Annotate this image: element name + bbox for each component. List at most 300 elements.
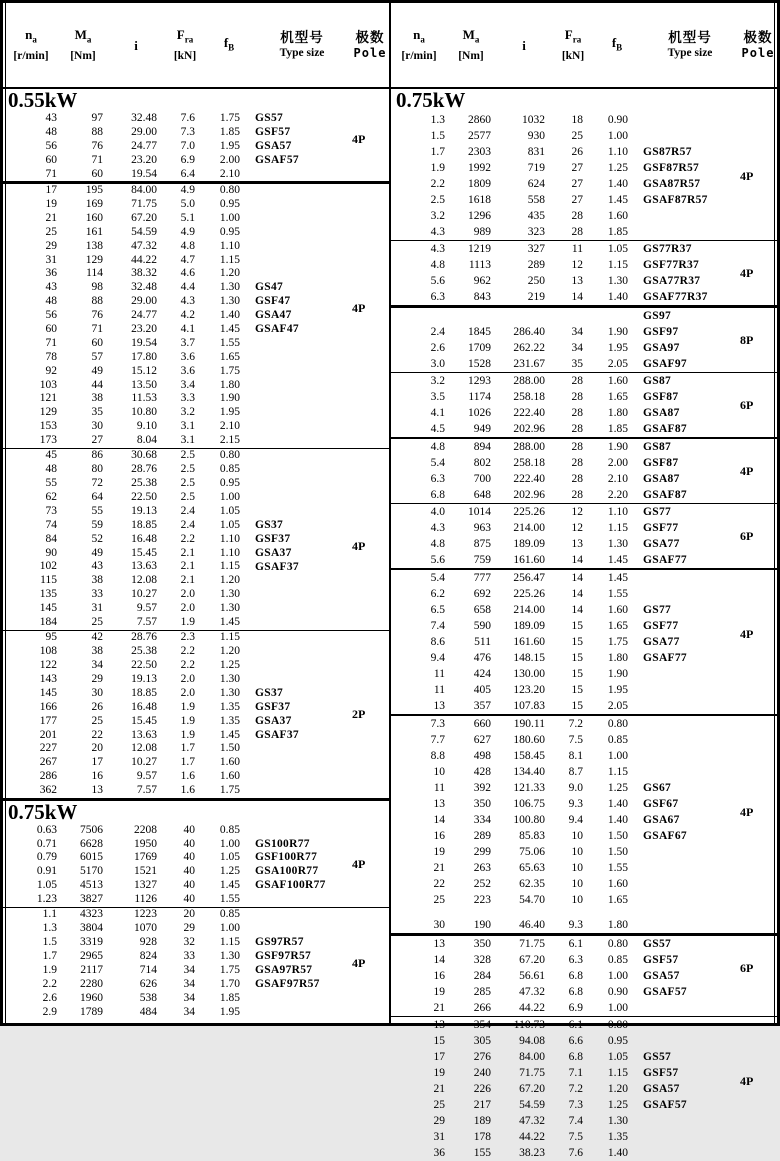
table-row	[3, 992, 389, 1006]
cell-ma: 263	[473, 862, 491, 875]
cell-na: 1.5	[42, 936, 57, 949]
cell-fb: 1.60	[607, 878, 628, 891]
cell-i: 202.96	[513, 423, 545, 436]
cell-fb: 2.00	[607, 456, 628, 469]
type-size-label: GSF77	[643, 619, 679, 632]
cell-fra: 1.7	[180, 742, 195, 755]
cell-na: 48	[45, 125, 57, 138]
cell-ma: 16	[91, 770, 103, 783]
cell-fra: 9.0	[568, 782, 583, 795]
cell-ma: 2860	[468, 114, 491, 126]
cell-fb: 1.75	[607, 635, 628, 648]
cell-fb: 1.05	[219, 851, 240, 864]
cell-na: 267	[39, 756, 57, 769]
type-size-label-group	[643, 602, 687, 666]
cell-ma: 802	[473, 456, 491, 469]
cell-fra: 40	[183, 823, 195, 836]
cell-na: 71	[45, 167, 57, 180]
data-block	[3, 908, 389, 1019]
type-size-label: GSA87	[643, 472, 680, 485]
table-row	[3, 351, 389, 365]
header-cell-ma	[447, 26, 495, 64]
cell-na: 31	[433, 1131, 445, 1144]
table-row	[391, 1049, 777, 1065]
cell-fb: 0.95	[607, 1035, 628, 1048]
table-row	[3, 964, 389, 978]
table-row	[391, 241, 777, 257]
table-row	[391, 748, 777, 764]
type-size-label: GSF67	[643, 798, 679, 811]
cell-ma: 129	[85, 253, 103, 266]
cell-fra: 1.6	[180, 784, 195, 797]
cell-ma: 57	[91, 350, 103, 363]
cell-ma: 2117	[80, 963, 103, 976]
cell-na: 29	[433, 1115, 445, 1128]
cell-na: 9.4	[430, 651, 445, 664]
cell-i: 24.77	[131, 139, 157, 152]
table-row	[391, 860, 777, 876]
cell-ma: 1113	[468, 259, 491, 272]
cell-i: 54.59	[131, 225, 157, 238]
table-row	[3, 505, 389, 519]
table-row	[391, 1033, 777, 1049]
cell-fra: 7.4	[568, 1115, 583, 1128]
table-row	[391, 1097, 777, 1113]
cell-i: 28.76	[131, 631, 157, 644]
type-size-label: GSF37	[255, 532, 291, 545]
cell-ma: 354	[473, 1019, 491, 1032]
cell-i: 29.00	[131, 295, 157, 308]
cell-fb: 1.75	[219, 112, 240, 124]
cell-i: 148.15	[513, 651, 545, 664]
table-row	[391, 289, 777, 305]
cell-i: 289	[527, 259, 545, 272]
header-cell-fb	[593, 34, 641, 57]
cell-na: 8.8	[430, 750, 445, 763]
cell-fra: 27	[571, 162, 583, 174]
cell-i: 13.63	[131, 560, 157, 573]
cell-ma: 20	[91, 742, 103, 755]
cell-fb: 1.45	[607, 554, 628, 567]
cell-fra: 6.9	[568, 1001, 583, 1014]
type-size-label-group	[255, 281, 299, 337]
table-row	[391, 389, 777, 405]
cell-i: 123.20	[513, 683, 545, 696]
cell-fra: 26	[571, 146, 583, 158]
header-symbol: $n_a$	[413, 27, 425, 45]
cell-fb: 1.35	[607, 1131, 628, 1144]
cell-fb: 1.25	[607, 162, 628, 174]
cell-fra: 40	[183, 837, 195, 850]
cell-na: 43	[45, 281, 57, 294]
cell-fra: 40	[183, 851, 195, 864]
cell-na: 19	[433, 846, 445, 859]
cell-fra: 5.0	[180, 197, 195, 210]
table-row	[391, 764, 777, 780]
cell-na: 0.91	[36, 865, 57, 878]
cell-fra: 2.1	[180, 546, 195, 559]
cell-fb: 1.15	[607, 259, 628, 272]
header-unit: [r/min]	[13, 49, 49, 62]
cell-fb: 0.90	[607, 985, 628, 998]
cell-i: 256.47	[513, 571, 545, 584]
table-row	[391, 570, 777, 586]
cell-fra: 28	[571, 472, 583, 485]
header-cell-na	[3, 26, 59, 64]
cell-i: 19.54	[131, 336, 157, 349]
table-row	[3, 729, 389, 743]
cell-ma: 299	[473, 846, 491, 859]
cell-fb: 1.00	[219, 837, 240, 850]
cell-ma: 26	[91, 700, 103, 713]
left-column	[3, 3, 389, 1023]
table-row	[3, 323, 389, 337]
cell-i: 32.48	[131, 281, 157, 294]
cell-fb: 1.85	[607, 423, 628, 436]
cell-ma: 31	[91, 602, 103, 615]
cell-i: 19.13	[131, 673, 157, 685]
cell-i: 106.75	[513, 798, 545, 811]
cell-fra: 4.8	[180, 239, 195, 252]
cell-fra: 7.6	[568, 1147, 583, 1160]
cell-na: 227	[39, 742, 57, 755]
cell-i: 28.76	[131, 463, 157, 476]
cell-fra: 6.1	[568, 937, 583, 950]
cell-fra: 4.6	[180, 267, 195, 280]
cell-ma: 30	[91, 420, 103, 433]
cell-ma: 88	[91, 295, 103, 308]
cell-na: 48	[45, 295, 57, 308]
pole-label: 8P	[740, 332, 754, 347]
cell-na: 2.6	[42, 991, 57, 1004]
table-row	[391, 405, 777, 421]
cell-na: 3.2	[430, 210, 445, 222]
type-size-label: GSA57	[643, 1083, 680, 1096]
cell-ma: 1960	[80, 991, 103, 1004]
table-row	[391, 1081, 777, 1097]
table-row	[3, 212, 389, 226]
cell-i: 107.83	[513, 699, 545, 712]
cell-na: 166	[39, 700, 57, 713]
cell-fra: 3.1	[180, 434, 195, 447]
cell-na: 1.9	[42, 963, 57, 976]
cell-fb: 1.00	[219, 211, 240, 224]
cell-na: 16	[433, 830, 445, 843]
cell-na: 19	[45, 197, 57, 210]
cell-na: 5.6	[430, 275, 445, 288]
cell-fra: 6.8	[568, 969, 583, 982]
type-size-label: GS77	[643, 603, 672, 616]
cell-i: 1521	[134, 865, 157, 878]
cell-i: 38.32	[131, 267, 157, 280]
cell-ma	[447, 308, 495, 324]
cell-i: 62.35	[519, 878, 545, 891]
type-size-label: GSA97	[643, 341, 680, 354]
cell-na: 21	[45, 211, 57, 224]
header-symbol: i	[522, 37, 526, 53]
data-block	[391, 716, 777, 933]
cell-fra: 3.2	[180, 406, 195, 419]
pole-label: 6P	[740, 529, 754, 544]
cell-fb: 1.60	[219, 756, 240, 769]
type-size-label: GSAF57	[643, 1099, 687, 1112]
cell-i: 47.32	[519, 985, 545, 998]
table-row	[3, 659, 389, 673]
cell-fb: 1.00	[219, 922, 240, 935]
table-row	[3, 574, 389, 588]
cell-fra: 1.7	[180, 756, 195, 769]
cell-ma: 60	[91, 167, 103, 180]
table-row	[3, 309, 389, 323]
type-size-label: GS67	[643, 782, 672, 795]
cell-ma: 60	[91, 336, 103, 349]
data-block	[391, 936, 777, 1016]
table-row	[3, 950, 389, 964]
cell-na: 6.8	[430, 488, 445, 501]
cell-na: 56	[45, 139, 57, 152]
type-size-label: GSAF37	[255, 560, 299, 573]
table-row	[3, 908, 389, 922]
cell-na: 5.6	[430, 554, 445, 567]
table-row	[3, 420, 389, 434]
type-size-label: GSF77R37	[643, 259, 700, 272]
cell-fb: 1.10	[607, 506, 628, 519]
cell-fra: 1.9	[180, 616, 195, 629]
cell-i: 225.26	[513, 587, 545, 600]
table-row	[3, 701, 389, 715]
table-row	[391, 780, 777, 796]
table-row	[3, 449, 389, 463]
cell-fb: 1.65	[219, 350, 240, 363]
cell-fb: 1.15	[219, 253, 240, 266]
cell-i: 158.45	[513, 750, 545, 763]
cell-ma: 1293	[468, 375, 491, 388]
cell-na: 90	[45, 546, 57, 559]
cell-na: 173	[39, 434, 57, 447]
cell-ma: 34	[91, 659, 103, 672]
type-size-label: GSA37	[255, 546, 292, 559]
cell-na: 13	[433, 1019, 445, 1032]
table-row	[391, 340, 777, 356]
cell-na: 17	[433, 1051, 445, 1064]
table-row	[391, 796, 777, 812]
table-row	[3, 715, 389, 729]
cell-fra: 2.2	[180, 645, 195, 658]
cell-i: 56.61	[519, 969, 545, 982]
cell-fb: 2.20	[607, 488, 628, 501]
cell-i: 47.32	[519, 1115, 545, 1128]
cell-i: 626	[139, 977, 157, 990]
cell-fb: 1.35	[219, 700, 240, 713]
cell-ma: 43	[91, 560, 103, 573]
cell-ma: 226	[473, 1083, 491, 1096]
cell-fb: 1.90	[607, 325, 628, 338]
table-row	[391, 324, 777, 340]
table-row	[391, 144, 777, 160]
cell-na: 1.3	[430, 114, 445, 126]
cell-ma: 190	[473, 919, 491, 932]
cell-ma: 98	[91, 281, 103, 294]
cell-fb	[593, 308, 641, 324]
cell-fra: 29	[183, 922, 195, 935]
cell-fb: 1.30	[219, 673, 240, 685]
cell-ma: 284	[473, 969, 491, 982]
cell-i: 67.20	[131, 211, 157, 224]
cell-fb: 1.30	[607, 538, 628, 551]
header-symbol: $M_a$	[462, 27, 480, 45]
table-row	[3, 281, 389, 295]
cell-fb: 1.10	[219, 532, 240, 545]
table-row	[391, 1129, 777, 1145]
cell-fb: 1.15	[607, 766, 628, 779]
cell-na: 129	[39, 406, 57, 419]
cell-ma: 59	[91, 518, 103, 531]
table-row	[391, 224, 777, 240]
cell-ma: 17	[91, 756, 103, 769]
cell-i: 1032	[522, 114, 545, 126]
cell-ma: 328	[473, 953, 491, 966]
table-row	[391, 1017, 777, 1033]
cell-na: 4.0	[430, 506, 445, 519]
cell-ma: 22	[91, 728, 103, 741]
cell-fra: 7.3	[568, 1099, 583, 1112]
cell-fra: 10	[571, 894, 583, 907]
table-row	[3, 1006, 389, 1020]
cell-fra: 28	[571, 391, 583, 404]
header-symbol: i	[134, 37, 138, 53]
header-cell-i	[107, 37, 165, 54]
table-row	[391, 666, 777, 682]
header-unit: [kN]	[173, 49, 197, 62]
cell-i: 38.23	[519, 1147, 545, 1160]
table-row	[3, 379, 389, 393]
cell-na: 153	[39, 420, 57, 433]
cell-ma: 64	[91, 491, 103, 504]
cell-i: 17.80	[131, 350, 157, 363]
cell-i: 12.08	[131, 742, 157, 755]
cell-fb: 1.25	[607, 1099, 628, 1112]
cell-fra: 7.6	[180, 112, 195, 124]
header-unit: [Nm]	[458, 49, 484, 62]
cell-ma: 6015	[80, 851, 103, 864]
table-row	[391, 257, 777, 273]
cell-ma: 195	[85, 184, 103, 197]
cell-i: 15.45	[131, 714, 157, 727]
cell-ma: 3804	[80, 922, 103, 935]
cell-fb: 1.35	[219, 714, 240, 727]
cell-fb: 1.40	[219, 309, 240, 322]
cell-ma: 2303	[468, 146, 491, 158]
cell-i: 13.50	[131, 378, 157, 391]
table-row	[391, 273, 777, 289]
cell-ma: 33	[91, 588, 103, 601]
cell-ma: 1014	[468, 506, 491, 519]
type-size-label: GSA100R77	[255, 865, 319, 878]
cell-fb: 1.55	[607, 862, 628, 875]
cell-fb: 1.40	[607, 178, 628, 190]
cell-na: 13	[433, 798, 445, 811]
cell-na: 78	[45, 350, 57, 363]
cell-na: 13	[433, 699, 445, 712]
cell-fra: 40	[183, 893, 195, 906]
type-size-label-group	[643, 1049, 687, 1113]
cell-fra: 35	[571, 357, 583, 370]
cell-ma: 189	[473, 1115, 491, 1128]
cell-na: 15	[433, 1035, 445, 1048]
cell-na: 102	[39, 560, 57, 573]
table-row	[391, 968, 777, 984]
cell-fb: 0.80	[219, 184, 240, 197]
cell-fra: 27	[571, 194, 583, 206]
type-size-label-group	[255, 519, 299, 575]
header-unit: Type size	[279, 47, 325, 59]
cell-fb: 0.85	[607, 734, 628, 747]
table-row	[3, 267, 389, 281]
cell-fb: 0.80	[607, 718, 628, 731]
cell-i: 327	[527, 243, 545, 256]
data-block	[391, 439, 777, 503]
cell-fb: 1.15	[219, 936, 240, 949]
type-size-label: GSA97R57	[255, 963, 313, 976]
cell-fra: 7.5	[568, 1131, 583, 1144]
table-row	[3, 742, 389, 756]
table-row	[3, 240, 389, 254]
cell-fra: 2.0	[180, 602, 195, 615]
cell-fb: 1.95	[219, 1005, 240, 1018]
cell-fra: 10	[571, 830, 583, 843]
type-size-label: GSAF100R77	[255, 879, 326, 892]
cell-fb: 2.05	[607, 357, 628, 370]
cell-na: 0.71	[36, 837, 57, 850]
table-row	[3, 112, 389, 126]
cell-ma: 1174	[468, 391, 491, 404]
cell-fra: 4.3	[180, 295, 195, 308]
cell-fra: 6.3	[568, 953, 583, 966]
cell-ma: 13	[91, 784, 103, 797]
type-size-label: GSAF87R57	[643, 194, 708, 206]
cell-fb: 1.45	[607, 571, 628, 584]
table-row	[3, 154, 389, 168]
cell-i: 930	[527, 130, 545, 142]
cell-na: 60	[45, 322, 57, 335]
cell-ma: 252	[473, 878, 491, 891]
pole-label: 2P	[352, 706, 366, 721]
table-row	[3, 198, 389, 212]
cell-ma: 80	[91, 463, 103, 476]
cell-i: 94.08	[519, 1035, 545, 1048]
type-size-label: GSA37	[255, 714, 292, 727]
cell-ma: 428	[473, 766, 491, 779]
cell-fra: 14	[571, 587, 583, 600]
cell-fra: 20	[183, 908, 195, 921]
cell-ma: 692	[473, 587, 491, 600]
cell-i: 225.26	[513, 506, 545, 519]
table-row	[3, 602, 389, 616]
table-row	[3, 365, 389, 379]
table-row	[3, 547, 389, 561]
header-symbol: $F_{ra}$	[564, 27, 582, 45]
cell-na: 56	[45, 309, 57, 322]
cell-fb: 1.10	[607, 146, 628, 158]
type-size-label: GSF97R57	[255, 950, 312, 963]
cell-ma: 3827	[80, 893, 103, 906]
cell-na: 7.4	[430, 619, 445, 632]
cell-i: 16.48	[131, 700, 157, 713]
cell-na: 3.2	[430, 375, 445, 388]
table-row	[391, 892, 777, 908]
cell-ma: 1026	[468, 407, 491, 420]
cell-i: 13.63	[131, 728, 157, 741]
